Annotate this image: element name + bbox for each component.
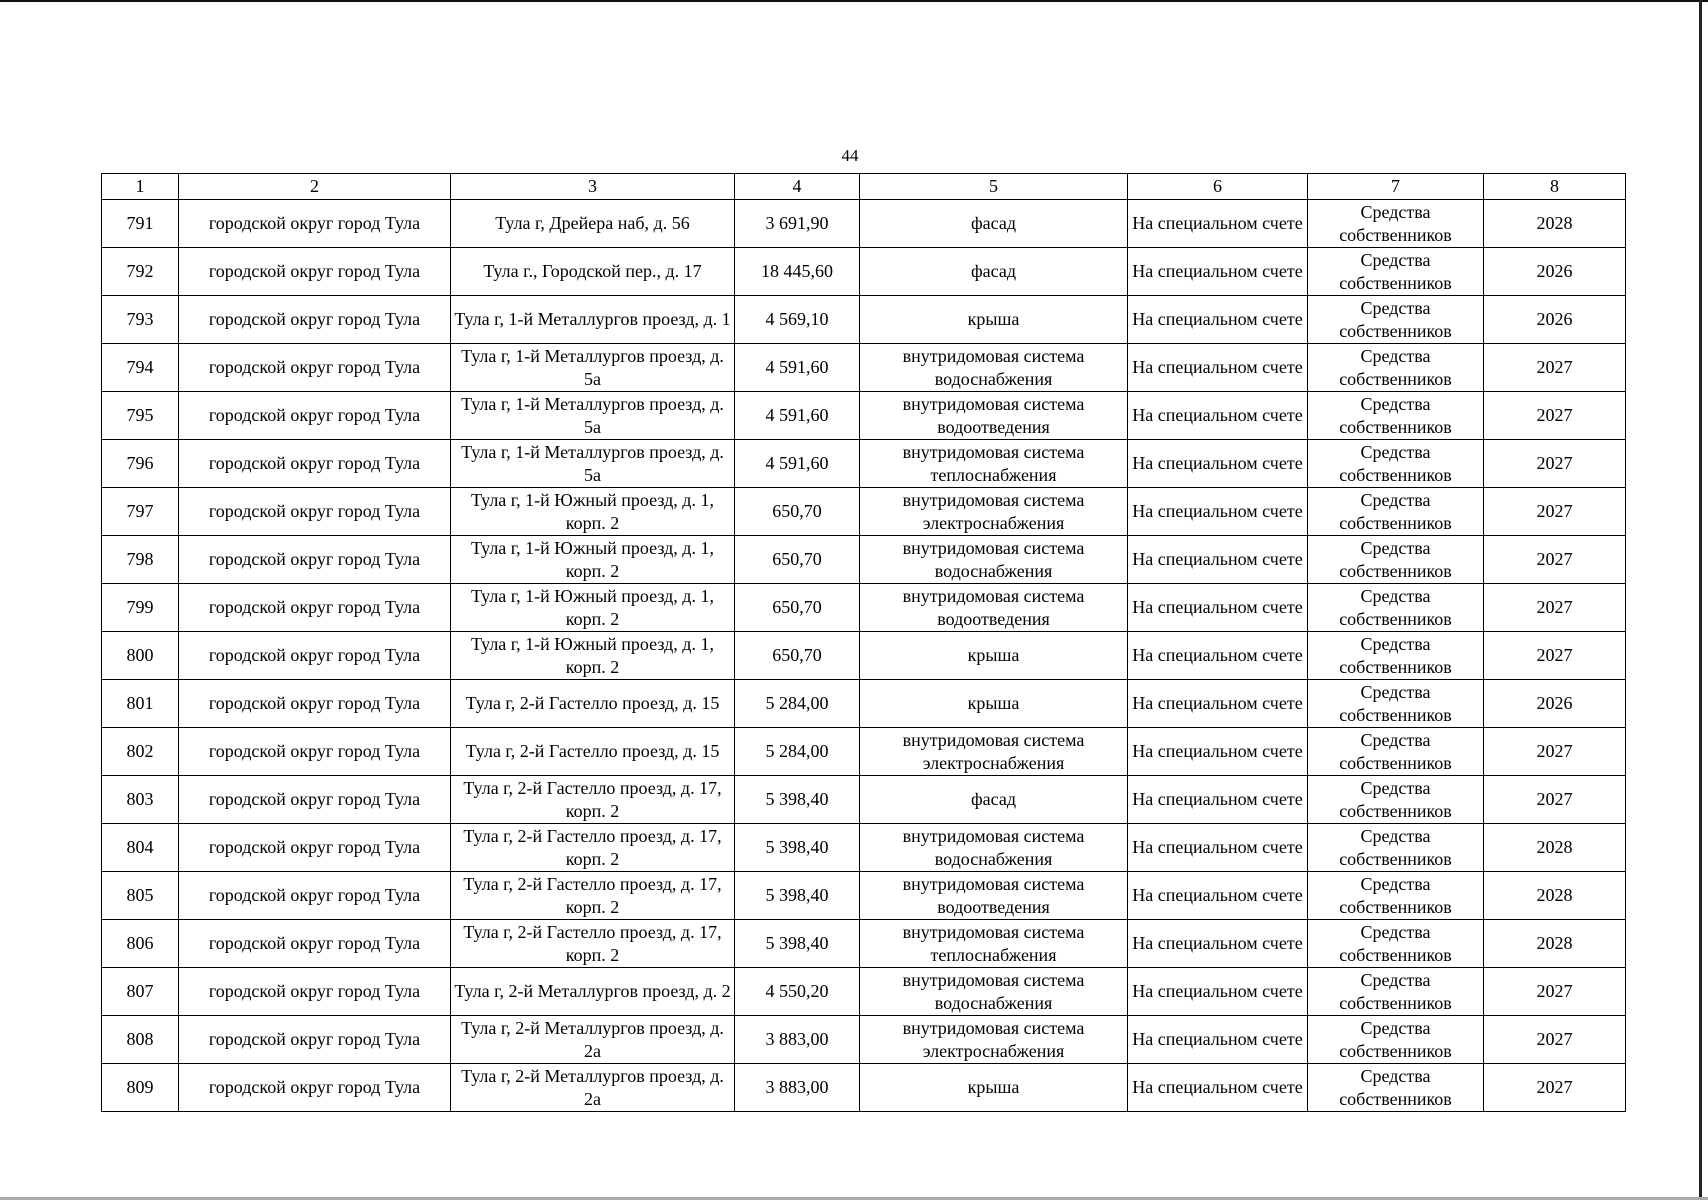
area-cell: 650,70 (735, 632, 860, 680)
address-cell: Тула г, 1-й Металлургов проезд, д. 5а (451, 344, 735, 392)
work-type-cell: фасад (860, 248, 1128, 296)
municipality-cell: городской округ город Тула (179, 392, 451, 440)
table-row (102, 920, 1626, 968)
area-cell: 5 398,40 (735, 872, 860, 920)
address-cell: Тула г, Дрейера наб, д. 56 (451, 200, 735, 248)
funding-source-cell: Средства собственников (1308, 680, 1484, 728)
area-cell: 4 550,20 (735, 968, 860, 1016)
year-cell: 2027 (1484, 776, 1626, 824)
year-cell: 2027 (1484, 968, 1626, 1016)
area-cell: 650,70 (735, 488, 860, 536)
year-cell: 2027 (1484, 440, 1626, 488)
funding-source-cell: Средства собственников (1308, 632, 1484, 680)
table-row (102, 536, 1626, 584)
area-cell: 3 691,90 (735, 200, 860, 248)
account-type-cell: На специальном счете (1128, 728, 1308, 776)
table-row (102, 584, 1626, 632)
area-cell: 3 883,00 (735, 1064, 860, 1112)
year-cell: 2027 (1484, 1016, 1626, 1064)
account-type-cell: На специальном счете (1128, 632, 1308, 680)
table-row (102, 632, 1626, 680)
address-cell: Тула г, 1-й Металлургов проезд, д. 5а (451, 392, 735, 440)
row-number-cell: 795 (102, 392, 179, 440)
municipality-cell: городской округ город Тула (179, 248, 451, 296)
area-cell: 3 883,00 (735, 1016, 860, 1064)
column-header: 7 (1308, 174, 1484, 200)
funding-source-cell: Средства собственников (1308, 440, 1484, 488)
work-type-cell: внутридомовая система электроснабжения (860, 728, 1128, 776)
row-number-cell: 793 (102, 296, 179, 344)
table-row (102, 1064, 1626, 1112)
year-cell: 2026 (1484, 296, 1626, 344)
table-row (102, 824, 1626, 872)
area-cell: 5 398,40 (735, 776, 860, 824)
work-type-cell: внутридомовая система водоснабжения (860, 824, 1128, 872)
municipality-cell: городской округ город Тула (179, 296, 451, 344)
address-cell: Тула г., Городской пер., д. 17 (451, 248, 735, 296)
account-type-cell: На специальном счете (1128, 920, 1308, 968)
table-row (102, 728, 1626, 776)
address-cell: Тула г, 2-й Гастелло проезд, д. 17, корп. 2 (451, 824, 735, 872)
address-cell: Тула г, 2-й Гастелло проезд, д. 17, корп. 2 (451, 776, 735, 824)
year-cell: 2026 (1484, 680, 1626, 728)
account-type-cell: На специальном счете (1128, 392, 1308, 440)
row-number-cell: 809 (102, 1064, 179, 1112)
row-number-cell: 798 (102, 536, 179, 584)
address-cell: Тула г, 2-й Металлургов проезд, д. 2а (451, 1064, 735, 1112)
year-cell: 2028 (1484, 200, 1626, 248)
account-type-cell: На специальном счете (1128, 776, 1308, 824)
year-cell: 2028 (1484, 920, 1626, 968)
funding-source-cell: Средства собственников (1308, 1064, 1484, 1112)
row-number-cell: 807 (102, 968, 179, 1016)
funding-source-cell: Средства собственников (1308, 344, 1484, 392)
year-cell: 2027 (1484, 344, 1626, 392)
funding-source-cell: Средства собственников (1308, 248, 1484, 296)
work-type-cell: внутридомовая система водоснабжения (860, 536, 1128, 584)
year-cell: 2027 (1484, 584, 1626, 632)
column-header: 5 (860, 174, 1128, 200)
year-cell: 2028 (1484, 872, 1626, 920)
table-row (102, 392, 1626, 440)
year-cell: 2027 (1484, 488, 1626, 536)
table-row (102, 344, 1626, 392)
table-row (102, 1016, 1626, 1064)
account-type-cell: На специальном счете (1128, 584, 1308, 632)
row-number-cell: 794 (102, 344, 179, 392)
work-type-cell: крыша (860, 632, 1128, 680)
column-header: 2 (179, 174, 451, 200)
account-type-cell: На специальном счете (1128, 824, 1308, 872)
area-cell: 5 284,00 (735, 728, 860, 776)
area-cell: 650,70 (735, 536, 860, 584)
row-number-cell: 803 (102, 776, 179, 824)
municipality-cell: городской округ город Тула (179, 776, 451, 824)
column-header: 4 (735, 174, 860, 200)
account-type-cell: На специальном счете (1128, 248, 1308, 296)
account-type-cell: На специальном счете (1128, 968, 1308, 1016)
account-type-cell: На специальном счете (1128, 536, 1308, 584)
work-type-cell: фасад (860, 776, 1128, 824)
area-cell: 5 284,00 (735, 680, 860, 728)
address-cell: Тула г, 1-й Южный проезд, д. 1, корп. 2 (451, 584, 735, 632)
table-row (102, 248, 1626, 296)
municipality-cell: городской округ город Тула (179, 200, 451, 248)
column-header: 6 (1128, 174, 1308, 200)
address-cell: Тула г, 1-й Металлургов проезд, д. 1 (451, 296, 735, 344)
area-cell: 4 591,60 (735, 440, 860, 488)
row-number-cell: 800 (102, 632, 179, 680)
work-type-cell: внутридомовая система водоотведения (860, 584, 1128, 632)
table-row (102, 776, 1626, 824)
area-cell: 5 398,40 (735, 824, 860, 872)
municipality-cell: городской округ город Тула (179, 728, 451, 776)
table-row (102, 296, 1626, 344)
municipality-cell: городской округ город Тула (179, 488, 451, 536)
address-cell: Тула г, 2-й Металлургов проезд, д. 2 (451, 968, 735, 1016)
funding-source-cell: Средства собственников (1308, 728, 1484, 776)
municipality-cell: городской округ город Тула (179, 920, 451, 968)
table-row (102, 968, 1626, 1016)
address-cell: Тула г, 2-й Гастелло проезд, д. 15 (451, 680, 735, 728)
funding-source-cell: Средства собственников (1308, 824, 1484, 872)
page-number: 44 (841, 146, 859, 165)
municipality-cell: городской округ город Тула (179, 440, 451, 488)
address-cell: Тула г, 1-й Южный проезд, д. 1, корп. 2 (451, 536, 735, 584)
account-type-cell: На специальном счете (1128, 1064, 1308, 1112)
area-cell: 5 398,40 (735, 920, 860, 968)
municipality-cell: городской округ город Тула (179, 1016, 451, 1064)
work-type-cell: внутридомовая система электроснабжения (860, 488, 1128, 536)
address-cell: Тула г, 1-й Металлургов проезд, д. 5а (451, 440, 735, 488)
municipality-cell: городской округ город Тула (179, 824, 451, 872)
table-row (102, 200, 1626, 248)
municipality-cell: городской округ город Тула (179, 872, 451, 920)
area-cell: 4 591,60 (735, 344, 860, 392)
funding-source-cell: Средства собственников (1308, 872, 1484, 920)
address-cell: Тула г, 2-й Гастелло проезд, д. 15 (451, 728, 735, 776)
table-row (102, 872, 1626, 920)
row-number-cell: 797 (102, 488, 179, 536)
row-number-cell: 791 (102, 200, 179, 248)
work-type-cell: внутридомовая система водоотведения (860, 392, 1128, 440)
work-type-cell: крыша (860, 680, 1128, 728)
work-type-cell: внутридомовая система водоснабжения (860, 344, 1128, 392)
row-number-cell: 801 (102, 680, 179, 728)
area-cell: 4 591,60 (735, 392, 860, 440)
work-type-cell: внутридомовая система теплоснабжения (860, 440, 1128, 488)
address-cell: Тула г, 1-й Южный проезд, д. 1, корп. 2 (451, 632, 735, 680)
row-number-cell: 805 (102, 872, 179, 920)
table-row (102, 440, 1626, 488)
row-number-cell: 806 (102, 920, 179, 968)
address-cell: Тула г, 2-й Гастелло проезд, д. 17, корп. 2 (451, 872, 735, 920)
area-cell: 4 569,10 (735, 296, 860, 344)
municipality-cell: городской округ город Тула (179, 344, 451, 392)
account-type-cell: На специальном счете (1128, 1016, 1308, 1064)
work-type-cell: внутридомовая система теплоснабжения (860, 920, 1128, 968)
address-cell: Тула г, 2-й Металлургов проезд, д. 2а (451, 1016, 735, 1064)
work-type-cell: фасад (860, 200, 1128, 248)
municipality-cell: городской округ город Тула (179, 680, 451, 728)
row-number-cell: 808 (102, 1016, 179, 1064)
work-type-cell: крыша (860, 296, 1128, 344)
row-number-cell: 796 (102, 440, 179, 488)
area-cell: 650,70 (735, 584, 860, 632)
funding-source-cell: Средства собственников (1308, 1016, 1484, 1064)
account-type-cell: На специальном счете (1128, 440, 1308, 488)
funding-source-cell: Средства собственников (1308, 296, 1484, 344)
scan-right-edge (1699, 0, 1702, 1200)
address-cell: Тула г, 2-й Гастелло проезд, д. 17, корп. 2 (451, 920, 735, 968)
account-type-cell: На специальном счете (1128, 680, 1308, 728)
row-number-cell: 804 (102, 824, 179, 872)
municipality-cell: городской округ город Тула (179, 1064, 451, 1112)
year-cell: 2027 (1484, 632, 1626, 680)
scan-top-edge (0, 0, 1708, 2)
year-cell: 2027 (1484, 536, 1626, 584)
column-header: 1 (102, 174, 179, 200)
funding-source-cell: Средства собственников (1308, 200, 1484, 248)
work-type-cell: внутридомовая система водоотведения (860, 872, 1128, 920)
funding-source-cell: Средства собственников (1308, 968, 1484, 1016)
account-type-cell: На специальном счете (1128, 200, 1308, 248)
header-row (102, 174, 1626, 200)
row-number-cell: 792 (102, 248, 179, 296)
row-number-cell: 799 (102, 584, 179, 632)
account-type-cell: На специальном счете (1128, 296, 1308, 344)
repair-schedule-table (101, 173, 1626, 1112)
funding-source-cell: Средства собственников (1308, 488, 1484, 536)
municipality-cell: городской округ город Тула (179, 632, 451, 680)
column-header: 8 (1484, 174, 1626, 200)
work-type-cell: крыша (860, 1064, 1128, 1112)
year-cell: 2027 (1484, 1064, 1626, 1112)
account-type-cell: На специальном счете (1128, 344, 1308, 392)
work-type-cell: внутридомовая система водоснабжения (860, 968, 1128, 1016)
address-cell: Тула г, 1-й Южный проезд, д. 1, корп. 2 (451, 488, 735, 536)
table-row (102, 488, 1626, 536)
table-row (102, 680, 1626, 728)
account-type-cell: На специальном счете (1128, 488, 1308, 536)
funding-source-cell: Средства собственников (1308, 392, 1484, 440)
column-header: 3 (451, 174, 735, 200)
year-cell: 2027 (1484, 392, 1626, 440)
municipality-cell: городской округ город Тула (179, 968, 451, 1016)
funding-source-cell: Средства собственников (1308, 776, 1484, 824)
work-type-cell: внутридомовая система электроснабжения (860, 1016, 1128, 1064)
funding-source-cell: Средства собственников (1308, 920, 1484, 968)
funding-source-cell: Средства собственников (1308, 536, 1484, 584)
account-type-cell: На специальном счете (1128, 872, 1308, 920)
area-cell: 18 445,60 (735, 248, 860, 296)
year-cell: 2027 (1484, 728, 1626, 776)
municipality-cell: городской округ город Тула (179, 536, 451, 584)
row-number-cell: 802 (102, 728, 179, 776)
year-cell: 2026 (1484, 248, 1626, 296)
municipality-cell: городской округ город Тула (179, 584, 451, 632)
year-cell: 2028 (1484, 824, 1626, 872)
funding-source-cell: Средства собственников (1308, 584, 1484, 632)
